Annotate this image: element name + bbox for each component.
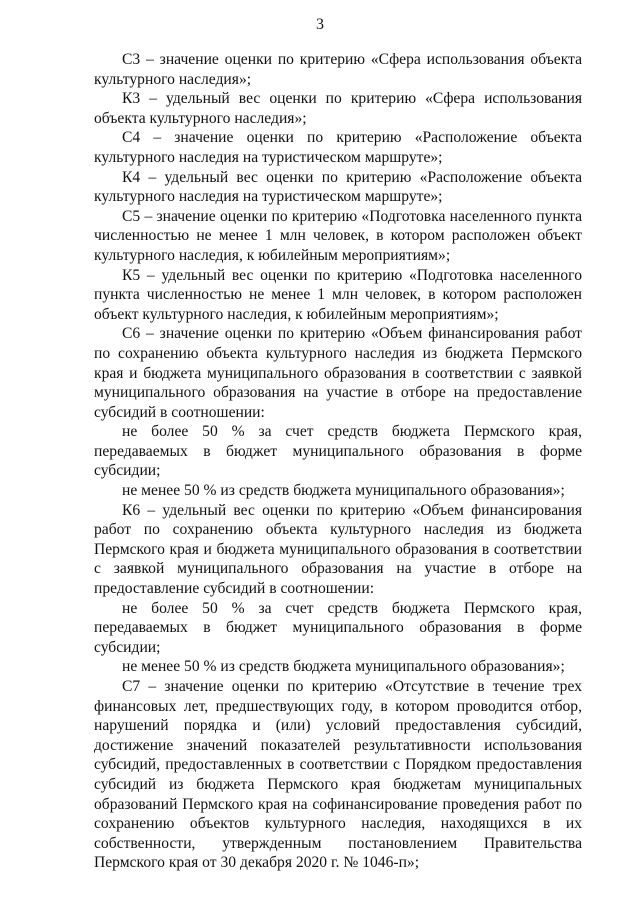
paragraph-k5: К5 – удельный вес оценки по критерию «Подготовка населенного пункта численностью не менее 1 млн человек, в котором расположен объект культурного наследия, к юбилейным мероприятиям»;	[94, 266, 582, 323]
paragraph-c3: С3 – значение оценки по критерию «Сфера использования объекта культурного наследия»;	[94, 51, 582, 88]
paragraph-k4: К4 – удельный вес оценки по критерию «Расположение объекта культурного наследия на туристическом маршруте»;	[94, 168, 582, 206]
paragraph-c5: С5 – значение оценки по критерию «Подготовка населенного пункта численностью не менее 1 млн человек, в котором расположен объект культурного наследия, к юбилейным мероприятиям»;	[94, 207, 582, 264]
paragraph-c6-item-2: не менее 50 % из средств бюджета муниципального образования»;	[122, 482, 565, 500]
page-number: 3	[316, 16, 324, 33]
paragraph-k6: К6 – удельный вес оценки по критерию «Объем финансирования работ по сохранению объекта культурного наследия из бюджета Пермского края и бюджета муниципального образования в соответствии с заявкой муниципального образования на участие в отборе на предоставление субсидий в соотношении:	[94, 501, 582, 598]
paragraph-c6-item-1: не более 50 % за счет средств бюджета Пермского края, передаваемых в бюджет муниципального образования в форме субсидии;	[94, 423, 582, 480]
paragraph-c6: С6 – значение оценки по критерию «Объем финансирования работ по сохранению объекта культурного наследия из бюджета Пермского края и бюджета муниципального образования в соответствии с заявкой муниципального образования на участие в отборе на предоставление субсидий в соотношении:	[94, 325, 582, 421]
paragraph-k6-item-2: не менее 50 % из средств бюджета муниципального образования»;	[122, 658, 565, 676]
document-body	[94, 50, 582, 873]
paragraph-k3: К3 – удельный вес оценки по критерию «Сфера использования объекта культурного наследия»;	[94, 90, 582, 127]
paragraph-c4: С4 – значение оценки по критерию «Расположение объекта культурного наследия на туристическом маршруте»;	[94, 129, 582, 166]
paragraph-c7: С7 – значение оценки по критерию «Отсутствие в течение трех финансовых лет, предшествующих году, в котором проводится отбор, нарушений порядка и (или) условий предоставления субсидий, достижение значений показателей результативности использования субсидий, предоставленных в соответствии с Порядком предоставления субсидий из бюджета Пермского края бюджетам муниципальных образований Пермского края на софинансирование проведения работ по сохранению объектов культурного наследия, находящихся в их собственности, утвержденным постановлением Правительства Пермского края от 30 декабря 2020 г. № 1046-п»;	[94, 678, 582, 872]
paragraph-k6-item-1: не более 50 % за счет средств бюджета Пермского края, передаваемых в бюджет муниципального образования в форме субсидии;	[94, 599, 582, 656]
